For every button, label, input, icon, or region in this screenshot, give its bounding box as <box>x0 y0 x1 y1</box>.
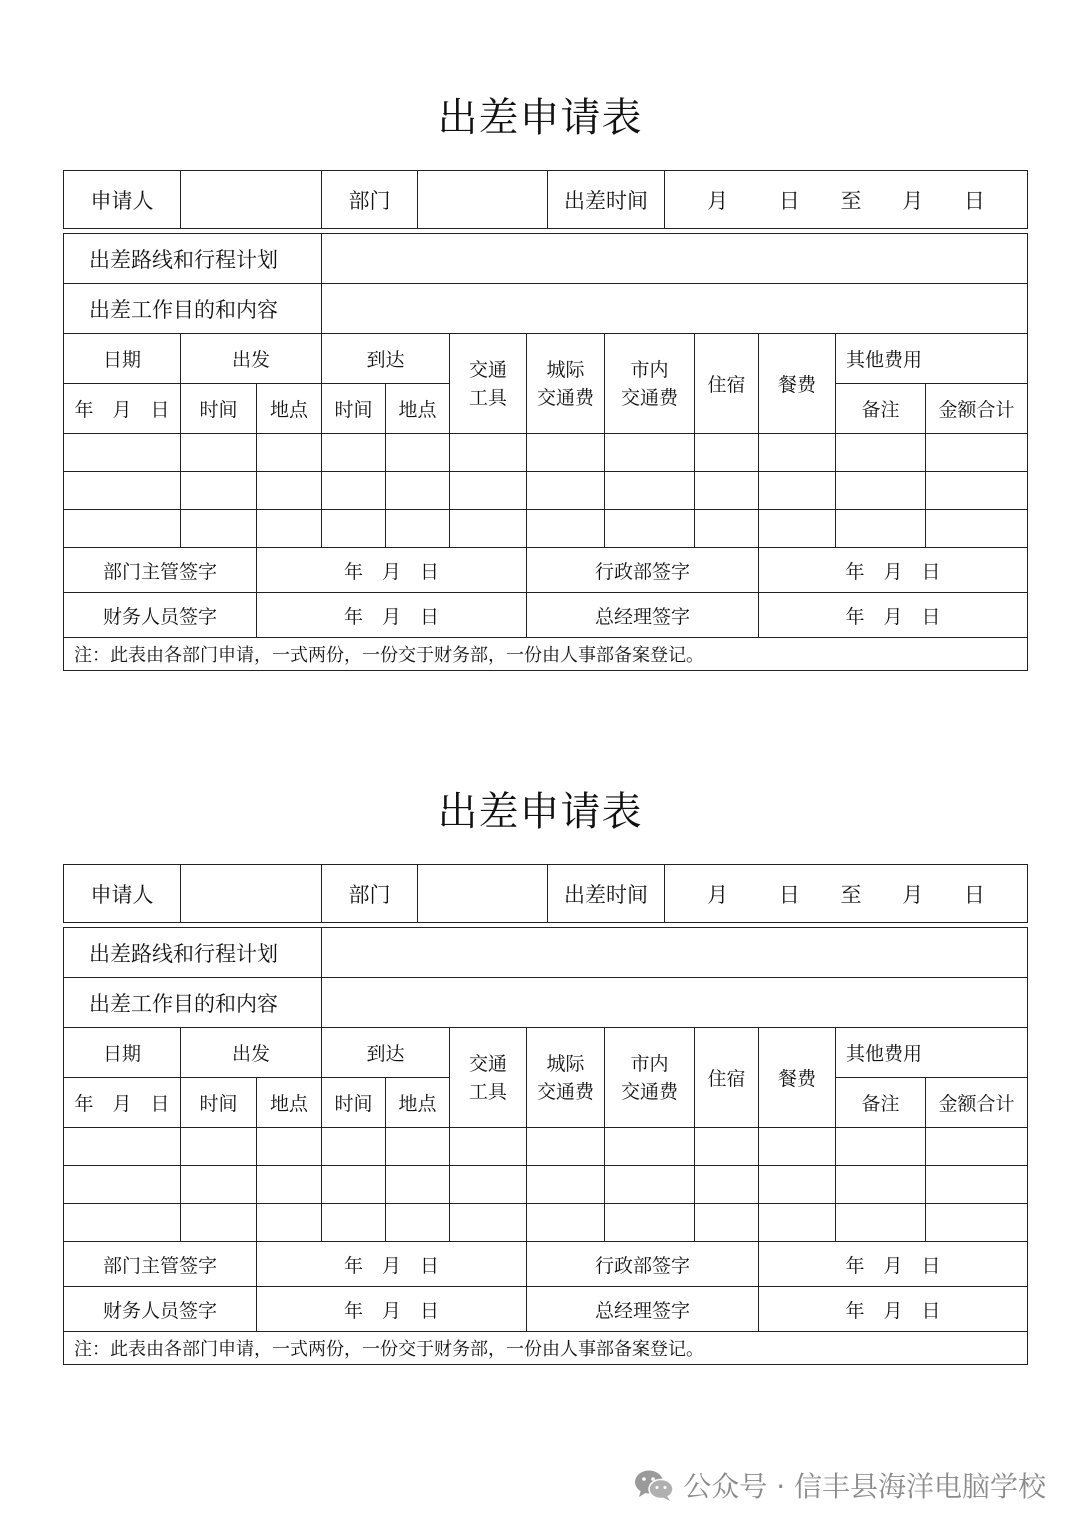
trip-time-label: 出差时间 <box>548 171 665 229</box>
transport-header: 交通 工具 <box>450 334 527 434</box>
cell[interactable] <box>836 434 926 472</box>
cell[interactable] <box>181 434 257 472</box>
cell[interactable] <box>450 434 527 472</box>
table-row <box>64 1166 1028 1204</box>
cell[interactable] <box>527 1204 605 1242</box>
form-title: 出差申请表 <box>437 95 643 141</box>
cell[interactable] <box>257 472 322 510</box>
depart-place-header: 地点 <box>257 1078 322 1128</box>
cell[interactable] <box>181 1204 257 1242</box>
cell[interactable] <box>450 1204 527 1242</box>
route-label: 出差路线和行程计划 <box>64 928 322 978</box>
cell[interactable] <box>926 1128 1028 1166</box>
form-note: 注：此表由各部门申请，一式两份，一份交于财务部，一份由人事部备案登记。 <box>64 638 1028 671</box>
other-fees-header: 其他费用 <box>836 334 1028 384</box>
form-note: 注：此表由各部门申请，一式两份，一份交于财务部，一份由人事部备案登记。 <box>64 1332 1028 1365</box>
cell[interactable] <box>836 472 926 510</box>
cell[interactable] <box>759 472 836 510</box>
cell[interactable] <box>64 1166 181 1204</box>
applicant-label: 申请人 <box>64 865 181 923</box>
cell[interactable] <box>926 510 1028 548</box>
cell[interactable] <box>64 1204 181 1242</box>
expense-table <box>63 927 1028 1365</box>
cell[interactable] <box>605 1166 695 1204</box>
total-header: 金额合计 <box>926 1078 1028 1128</box>
arrive-header: 到达 <box>322 1028 450 1078</box>
cell[interactable] <box>450 1128 527 1166</box>
cell[interactable] <box>926 1166 1028 1204</box>
cell[interactable] <box>605 1204 695 1242</box>
table-row <box>64 434 1028 472</box>
route-field[interactable] <box>322 928 1028 978</box>
form-title: 出差申请表 <box>437 789 643 835</box>
cell[interactable] <box>322 1128 386 1166</box>
transport-header: 交通 工具 <box>450 1028 527 1128</box>
finance-sign-label: 财务人员签字 <box>64 593 257 638</box>
total-header: 金额合计 <box>926 384 1028 434</box>
gm-sign-label: 总经理签字 <box>527 1287 759 1332</box>
watermark-text: 公众号 · 信丰县海洋电脑学校 <box>683 1470 1046 1503</box>
department-field[interactable] <box>418 865 548 923</box>
depart-header: 出发 <box>181 334 322 384</box>
cell[interactable] <box>759 510 836 548</box>
intercity-fee-header: 城际 交通费 <box>527 1028 605 1128</box>
cell[interactable] <box>257 1128 322 1166</box>
cell[interactable] <box>64 434 181 472</box>
cell[interactable] <box>386 510 450 548</box>
arrive-time-header: 时间 <box>322 1078 386 1128</box>
trip-time-field[interactable]: 月 日 至 月 日 <box>665 171 1028 229</box>
cell[interactable] <box>926 434 1028 472</box>
table-row <box>64 1128 1028 1166</box>
cell[interactable] <box>926 472 1028 510</box>
cell[interactable] <box>695 510 759 548</box>
cell[interactable] <box>527 510 605 548</box>
department-label: 部门 <box>322 171 418 229</box>
gm-sign-date[interactable]: 年 月 日 <box>759 1287 1028 1332</box>
purpose-label: 出差工作目的和内容 <box>64 284 322 334</box>
cell[interactable] <box>322 434 386 472</box>
watermark <box>633 1462 1046 1508</box>
cell[interactable] <box>759 1166 836 1204</box>
header-info-table <box>63 170 1028 229</box>
arrive-time-header: 时间 <box>322 384 386 434</box>
cell[interactable] <box>527 1166 605 1204</box>
lodging-header: 住宿 <box>695 334 759 434</box>
other-fees-header: 其他费用 <box>836 1028 1028 1078</box>
cell[interactable] <box>926 1204 1028 1242</box>
cell[interactable] <box>386 1204 450 1242</box>
meals-header: 餐费 <box>759 334 836 434</box>
table-row <box>64 472 1028 510</box>
cell[interactable] <box>257 1166 322 1204</box>
meals-header: 餐费 <box>759 1028 836 1128</box>
trip-time-field[interactable]: 月 日 至 月 日 <box>665 865 1028 923</box>
department-field[interactable] <box>418 171 548 229</box>
cell[interactable] <box>64 1128 181 1166</box>
lodging-header: 住宿 <box>695 1028 759 1128</box>
date-header: 日期 <box>64 334 181 384</box>
depart-header: 出发 <box>181 1028 322 1078</box>
cell[interactable] <box>322 1166 386 1204</box>
cell[interactable] <box>322 472 386 510</box>
cell[interactable] <box>759 1204 836 1242</box>
purpose-label: 出差工作目的和内容 <box>64 978 322 1028</box>
cell[interactable] <box>386 1166 450 1204</box>
cell[interactable] <box>836 1204 926 1242</box>
cell[interactable] <box>695 1204 759 1242</box>
depart-time-header: 时间 <box>181 1078 257 1128</box>
purpose-field[interactable] <box>322 284 1028 334</box>
cell[interactable] <box>759 1128 836 1166</box>
cell[interactable] <box>386 434 450 472</box>
applicant-field[interactable] <box>181 171 322 229</box>
local-fee-header: 市内 交通费 <box>605 1028 695 1128</box>
cell[interactable] <box>257 510 322 548</box>
header-info-table <box>63 864 1028 923</box>
gm-sign-date[interactable]: 年 月 日 <box>759 593 1028 638</box>
cell[interactable] <box>527 1128 605 1166</box>
cell[interactable] <box>836 1128 926 1166</box>
cell[interactable] <box>386 1128 450 1166</box>
remark-header: 备注 <box>836 384 926 434</box>
cell[interactable] <box>181 510 257 548</box>
cell[interactable] <box>605 1128 695 1166</box>
cell[interactable] <box>450 472 527 510</box>
admin-sign-label: 行政部签字 <box>527 548 759 593</box>
admin-sign-date[interactable]: 年 月 日 <box>759 1242 1028 1287</box>
cell[interactable] <box>695 434 759 472</box>
cell[interactable] <box>181 472 257 510</box>
finance-sign-date[interactable]: 年 月 日 <box>257 593 527 638</box>
gm-sign-label: 总经理签字 <box>527 593 759 638</box>
depart-place-header: 地点 <box>257 384 322 434</box>
cell[interactable] <box>527 434 605 472</box>
dept-head-sign-date[interactable]: 年 月 日 <box>257 1242 527 1287</box>
expense-table <box>63 233 1028 671</box>
cell[interactable] <box>64 472 181 510</box>
cell[interactable] <box>450 510 527 548</box>
cell[interactable] <box>695 1128 759 1166</box>
dept-head-sign-date[interactable]: 年 月 日 <box>257 548 527 593</box>
intercity-fee-header: 城际 交通费 <box>527 334 605 434</box>
cell[interactable] <box>695 472 759 510</box>
date-header: 日期 <box>64 1028 181 1078</box>
remark-header: 备注 <box>836 1078 926 1128</box>
table-row <box>64 510 1028 548</box>
cell[interactable] <box>257 434 322 472</box>
cell[interactable] <box>322 510 386 548</box>
arrive-header: 到达 <box>322 334 450 384</box>
trip-time-label: 出差时间 <box>548 865 665 923</box>
applicant-field[interactable] <box>181 865 322 923</box>
cell[interactable] <box>836 1166 926 1204</box>
route-label: 出差路线和行程计划 <box>64 234 322 284</box>
cell[interactable] <box>695 1166 759 1204</box>
cell[interactable] <box>181 1128 257 1166</box>
date-subheader: 年 月 日 <box>64 1078 181 1128</box>
date-subheader: 年 月 日 <box>64 384 181 434</box>
cell[interactable] <box>759 434 836 472</box>
cell[interactable] <box>605 510 695 548</box>
finance-sign-date[interactable]: 年 月 日 <box>257 1287 527 1332</box>
cell[interactable] <box>605 434 695 472</box>
cell[interactable] <box>322 1204 386 1242</box>
depart-time-header: 时间 <box>181 384 257 434</box>
admin-sign-date[interactable]: 年 月 日 <box>759 548 1028 593</box>
admin-sign-label: 行政部签字 <box>527 1242 759 1287</box>
purpose-field[interactable] <box>322 978 1028 1028</box>
dept-head-sign-label: 部门主管签字 <box>64 548 257 593</box>
wechat-icon <box>633 1468 675 1502</box>
cell[interactable] <box>605 472 695 510</box>
cell[interactable] <box>257 1204 322 1242</box>
route-field[interactable] <box>322 234 1028 284</box>
cell[interactable] <box>527 472 605 510</box>
cell[interactable] <box>181 1166 257 1204</box>
arrive-place-header: 地点 <box>386 384 450 434</box>
applicant-label: 申请人 <box>64 171 181 229</box>
arrive-place-header: 地点 <box>386 1078 450 1128</box>
table-row <box>64 1204 1028 1242</box>
department-label: 部门 <box>322 865 418 923</box>
cell[interactable] <box>386 472 450 510</box>
dept-head-sign-label: 部门主管签字 <box>64 1242 257 1287</box>
cell[interactable] <box>450 1166 527 1204</box>
local-fee-header: 市内 交通费 <box>605 334 695 434</box>
cell[interactable] <box>836 510 926 548</box>
finance-sign-label: 财务人员签字 <box>64 1287 257 1332</box>
cell[interactable] <box>64 510 181 548</box>
